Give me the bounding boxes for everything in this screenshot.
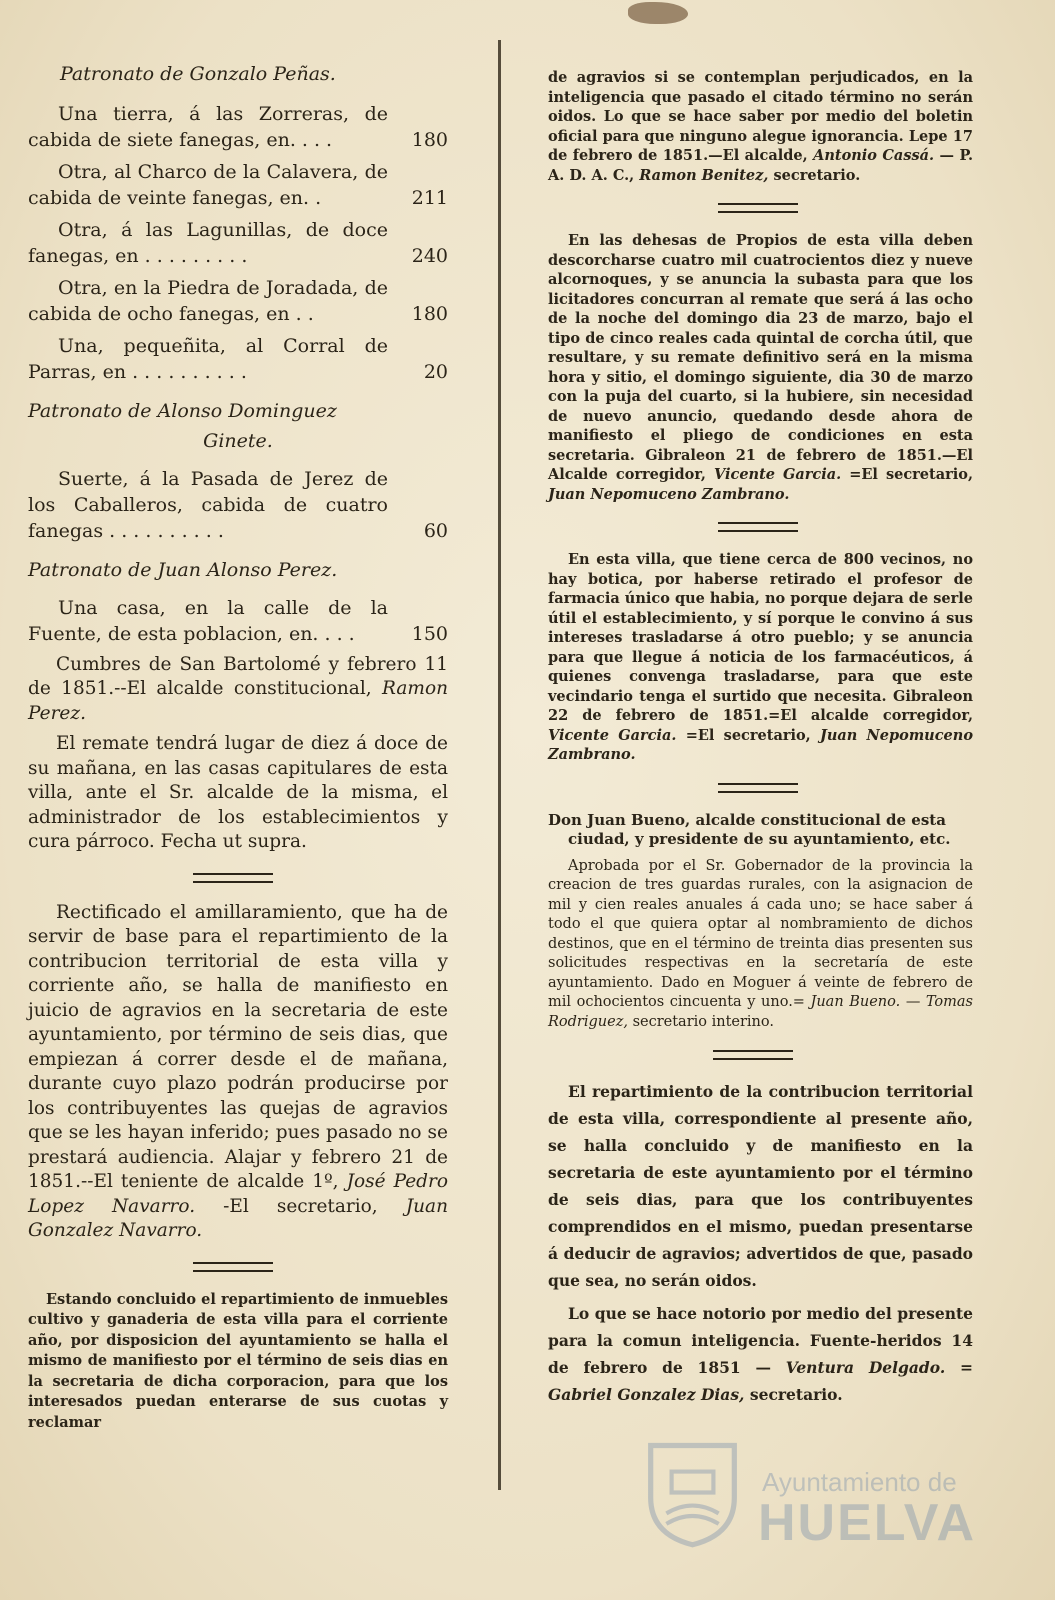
patronato-heading-2: Patronato de Alonso Dominguez	[28, 399, 337, 422]
section-rule	[718, 783, 798, 793]
item-price: 180	[411, 302, 448, 325]
signature-name: Juan Bueno.	[810, 994, 901, 1010]
botica-notice	[548, 550, 973, 765]
signature-text: secretario interino.	[632, 1013, 774, 1030]
lepe-notice	[548, 68, 973, 185]
list-item	[28, 159, 448, 211]
signature-name: Gabriel Gonzalez Dias,	[548, 1385, 745, 1404]
fuente-closing	[548, 1300, 973, 1408]
section-rule	[193, 1262, 273, 1272]
repartimiento-notice: Estando concluido el repartimiento de inmuebles cultivo y ganaderia de esta villa para el corriente año, por disposicion del ayuntamiento se halla el mismo de manifiesto por el término de seis dias en la secretaria de dicha corporacion, para que los interesados puedan enterarse de sus cuotas y reclamar	[28, 1290, 448, 1431]
notice-text: Rectificado el amillaramiento, que ha de servir de base para el repartimiento de la contribucion territorial de esta villa y corriente año, se halla de manifiesto en juicio de agravios en la secretaria de este ayuntamiento, por término de seis dias, que empiezan á correr desde el de mañana, durante cuyo plazo podrán producirse por los contribuyentes las quejas de agravios que se les hayan inferido; pues pasado no se prestará audiencia. Alajar y febrero 21 de 1851.--El teniente de alcalde 1º,	[28, 901, 448, 1193]
signature-name: Juan Gonzalez Navarro.	[28, 1195, 448, 1242]
item-price: 20	[423, 360, 448, 383]
notice-text: En las dehesas de Propios de esta villa deben descorcharse cuatro mil cuatrocientos diez y nueve alcornoques, y se anuncia la subasta para que los licitadores concurran al remate que será á las ocho de la noche del domingo dia 23 de marzo, bajo el tipo de cinco reales cada quintal de corcha útil, que resultare, y su remate definitivo será en la misma hora y sitio, el domingo siguiente, dia 30 de marzo con la puja del cuarto, si la hubiere, sin necesidad de nuevo anuncio, quedando desde ahora de manifiesto el pliego de condiciones en esta secretaria. Gibraleon 21 de febrero de 1851.—El Alcalde corregidor,	[548, 232, 973, 483]
notice-text: de agravios si se contemplan perjudicados, en la inteligencia que pasado el citado término no serán oidos. Lo que se hace saber por medio del boletin oficial para que ninguno alegue ignorancia. Lepe 17 de febrero de 1851.—El alcalde,	[548, 69, 973, 164]
signature-name: Ramon Perez.	[28, 678, 448, 724]
fuente-notice: El repartimiento de la contribucion territorial de esta villa, correspondiente al presente año, se halla concluido y de manifiesto en la secretaria de este ayuntamiento por el término de seis dias, para que los contribuyentes comprendidos en el mismo, puedan presentarse á deducir de agravios; advertidos de que, pasado que sea, no serán oidos.	[548, 1082, 973, 1290]
patronato-heading-3: Patronato de Juan Alonso Perez.	[28, 559, 338, 582]
signature-text: secretario.	[773, 166, 861, 184]
right-column	[548, 68, 973, 1414]
signature-name: José Pedro Lopez Navarro.	[28, 1171, 448, 1217]
patronato-heading-2-cont: Ginete.	[203, 430, 273, 453]
signature-text: =El secretario,	[849, 466, 973, 483]
signature-text: =El secretario,	[685, 726, 811, 744]
notice-text: Aprobada por el Sr. Gobernador de la provincia la creacion de tres guardas rurales, con la asignacion de mil y cien reales anuales á cada uno; se hace saber á todo el que quiera optar al nombramiento de dichos destinos, que en el término de treinta dias presenten sus solicitudes respectivas en la secretaría de este ayuntamiento. Dado en Moguer á veinte de febrero de mil ochocientos cincuenta y uno.=	[548, 857, 973, 1010]
item-desc: Suerte, á la Pasada de Jerez de los Caballeros, cabida de cuatro fanegas . . . . . . . . . .	[28, 468, 388, 543]
signature-text: secretario.	[749, 1385, 843, 1404]
item-desc: Una tierra, á las Zorreras, de cabida de siete fanegas, en. . . .	[28, 102, 388, 151]
left-column	[28, 58, 448, 1439]
item-desc: Otra, en la Piedra de Joradada, de cabida de ocho fanegas, en . .	[28, 276, 388, 325]
signature-name: Antonio Cassá.	[813, 147, 935, 164]
item-price: 211	[411, 186, 448, 209]
list-item	[28, 466, 448, 544]
item-price: 60	[423, 520, 448, 543]
item-desc: Otra, á las Lagunillas, de doce fanegas, en . . . . . . . . .	[28, 218, 388, 267]
signature-cumbres	[28, 653, 448, 727]
moguer-notice	[548, 857, 973, 1033]
signature-name: Ventura Delgado.	[785, 1358, 946, 1377]
remate-paragraph: El remate tendrá lugar de diez á doce de su mañana, en las casas capitulares de esta villa, ante el Sr. alcalde de la misma, el administrador de los establecimientos y cura párroco. Fecha ut supra.	[28, 733, 448, 853]
signature-text: —	[905, 994, 921, 1010]
signature-name: Tomas Rodriguez,	[548, 994, 974, 1030]
patronato-heading-1: Patronato de Gonzalo Peñas.	[60, 63, 336, 85]
list-item	[28, 101, 448, 153]
alajar-notice	[28, 901, 448, 1244]
signature-text: — P. A. D. A. C.,	[548, 147, 973, 184]
dehesas-notice	[548, 231, 973, 504]
item-price: 180	[411, 128, 448, 151]
signature-name: Juan Nepomuceno Zambrano.	[548, 485, 790, 503]
coat-of-arms-icon	[640, 1435, 745, 1550]
notice-text: En esta villa, que tiene cerca de 800 vecinos, no hay botica, por haberse retirado el profesor de farmacia único que habia, no porque dejara de serle útil el establecimiento, y sí porque le convino á sus intereses trasladarse á otro pueblo; y se anuncia para que llegue á noticia de los farmacéuticos, á quienes convenga trasladarse, para que este vecindario tenga el surtido que necesita. Gibraleon 22 de febrero de 1851.=El alcalde corregidor,	[548, 551, 973, 724]
ink-stain	[628, 2, 688, 24]
signature-name: Vicente Garcia.	[548, 726, 677, 744]
signature-text: Cumbres de San Bartolomé y febrero 11 de 1851.--El alcalde constitucional,	[28, 653, 448, 700]
list-item	[28, 275, 448, 327]
signature-text: -El secretario,	[223, 1195, 378, 1217]
item-desc: Una, pequeñita, al Corral de Parras, en . . . . . . . . . .	[28, 334, 388, 383]
list-item	[28, 217, 448, 269]
ayuntamiento-watermark	[640, 1435, 977, 1555]
notice-text: Lo que se hace notorio por medio del presente para la comun inteligencia. Fuente-heridos 14 de febrero de 1851 —	[548, 1304, 973, 1377]
signature-name: Vicente Garcia.	[713, 466, 842, 483]
item-price: 150	[411, 622, 448, 645]
section-rule	[718, 203, 798, 213]
item-desc: Una casa, en la calle de la Fuente, de esta poblacion, en. . . .	[28, 596, 388, 645]
column-divider	[498, 40, 501, 1490]
list-item	[28, 595, 448, 647]
signature-name: Ramon Benitez,	[639, 166, 769, 184]
moguer-heading: Don Juan Bueno, alcalde constitucional de esta ciudad, y presidente de su ayuntamiento, etc.	[548, 810, 951, 848]
item-price: 240	[411, 244, 448, 267]
item-desc: Otra, al Charco de la Calavera, de cabida de veinte fanegas, en. .	[28, 160, 388, 209]
watermark-line2: HUELVA	[758, 1494, 977, 1552]
section-rule	[713, 1050, 793, 1060]
section-rule	[718, 522, 798, 532]
watermark-line1: Ayuntamiento de	[762, 1467, 957, 1497]
list-item	[28, 333, 448, 385]
signature-name: Juan Nepomuceno Zambrano.	[548, 726, 973, 763]
signature-text: =	[959, 1358, 973, 1377]
section-rule	[193, 873, 273, 883]
